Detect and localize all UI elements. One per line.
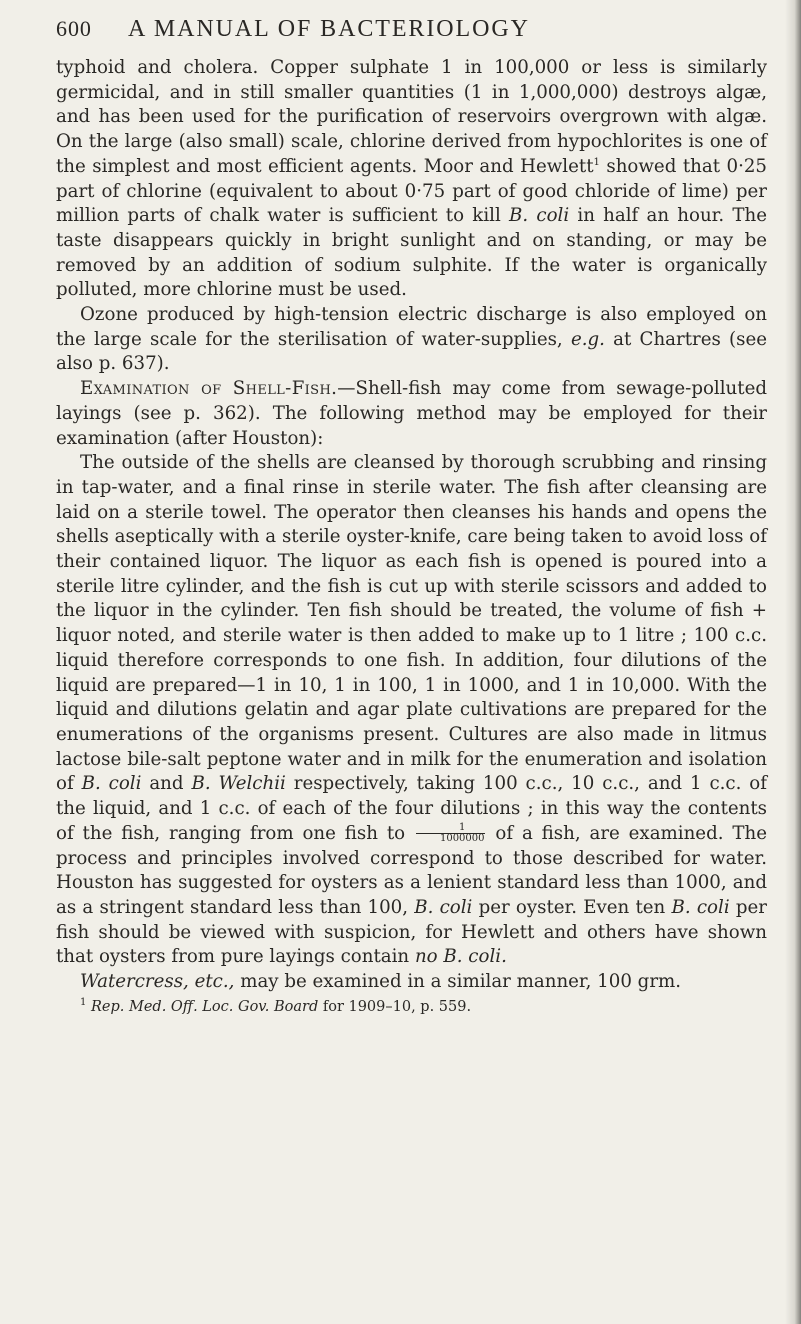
text-run: may be examined in a similar manner, 100 grm. — [234, 971, 682, 993]
organism-name: no B. coli. — [414, 946, 507, 968]
italic-term: Watercress, etc., — [80, 971, 235, 993]
organism-name: B. coli — [509, 205, 570, 227]
text-run: typhoid and cholera. Copper sulphate 1 in 100,000 or less is similarly germicidal, and in still smaller quantities (1 in 1,000,000) destroys algæ, and has been used for the purification of reservoirs overgrown with algæ. On the large (also small) scale, chlorine derived from hypochlorites is one of the simplest and most efficient agents. Moor and Hewlett — [56, 57, 767, 177]
fraction-numerator: 1 — [416, 823, 485, 834]
footnote-source: Rep. Med. Off. Loc. Gov. Board — [90, 998, 319, 1015]
organism-name: B. coli — [414, 896, 473, 918]
footnote-text: for 1909–10, p. 559. — [318, 998, 472, 1015]
page-edge-shadow — [785, 0, 801, 1324]
paragraph-ozone — [56, 303, 767, 377]
text-run: of a fish, are examined. The process and principles involved correspond to those described for water. Houston has suggested for oysters as a lenient standard less than 1000, and as a stringent standard less than 100, — [56, 822, 767, 918]
text-run: at Chartres (see also p. 637). — [56, 328, 768, 375]
organism-name: B. coli — [81, 773, 142, 795]
text-run: in half an hour. The taste disappears quickly in bright sunlight and on standing, or may be removed by an addition of sodium sulphite. If the water is organically polluted, more chlorine must be used. — [56, 205, 767, 301]
footnote-marker: 1 — [80, 996, 87, 1008]
page-number: 600 — [56, 16, 92, 41]
section-heading: Examination of Shell-Fish. — [80, 378, 338, 400]
text-run: —Shell-fish may come from sewage-polluted layings (see p. 362). The following method may be employed for their examination (after Houston): — [56, 378, 767, 449]
text-run: showed that 0·25 part of chlorine (equivalent to about 0·75 part of good chloride of lime) per million parts of chalk water is sufficient to kill — [56, 155, 767, 227]
book-title: A MANUAL OF BACTERIOLOGY — [128, 16, 530, 42]
organism-name: B. coli — [671, 896, 730, 918]
text-run: The outside of the shells are cleansed by thorough scrubbing and rinsing in tap-water, and a final rinse in sterile water. The fish after cleansing are laid on a sterile towel. The operator then cleanses his hands and opens the shells aseptically with a sterile oyster-knife, care being taken to avoid loss of their contained liquor. The liquor as each fish is opened is poured into a sterile litre cylinder, and the fish is cut up with sterile scissors and added to the liquor in the cylinder. Ten fish should be treated, the volume of fish + liquor noted, and sterile water is then added to make up to 1 litre ; 100 c.c. liquid therefore corresponds to one fish. In addition, four dilutions of the liquid are prepared—1 in 10, 1 in 100, 1 in 1000, and 1 in 10,000. With the liquid and dilutions gelatin and agar plate cultivations are prepared for the enumerations of the organisms present. Cultures are also made in litmus lactose bile-salt peptone water and in milk for the enumeration and isolation of — [56, 452, 767, 795]
organism-name: B. Welchii — [191, 773, 286, 795]
running-head — [56, 16, 767, 52]
text-run: per oyster. Even ten — [472, 896, 672, 918]
paragraph-shellfish-method — [56, 451, 767, 970]
fraction-denominator: 1000000 — [439, 833, 485, 845]
paragraph-water-disinfection — [56, 56, 767, 303]
body-text — [56, 56, 767, 1017]
fraction — [416, 823, 485, 844]
text-run: per fish should be viewed with suspicion, for Hewlett and others have shown that oysters from pure layings contain — [56, 896, 767, 968]
text-run: and — [141, 773, 192, 795]
text-run: Ozone produced by high-tension electric discharge is also employed on the large scale for the sterilisation of water-supplies, — [56, 304, 767, 350]
footnote — [56, 997, 767, 1017]
paragraph-shellfish-intro — [56, 377, 767, 451]
footnote-reference: 1 — [593, 156, 600, 168]
paragraph-watercress — [56, 970, 767, 995]
text-run: respectively, taking 100 c.c., 10 c.c., and 1 c.c. of the liquid, and 1 c.c. of each of the four dilutions ; in this way the contents of the fish, ranging from one fish to — [56, 773, 767, 844]
abbreviation: e.g. — [570, 328, 605, 350]
